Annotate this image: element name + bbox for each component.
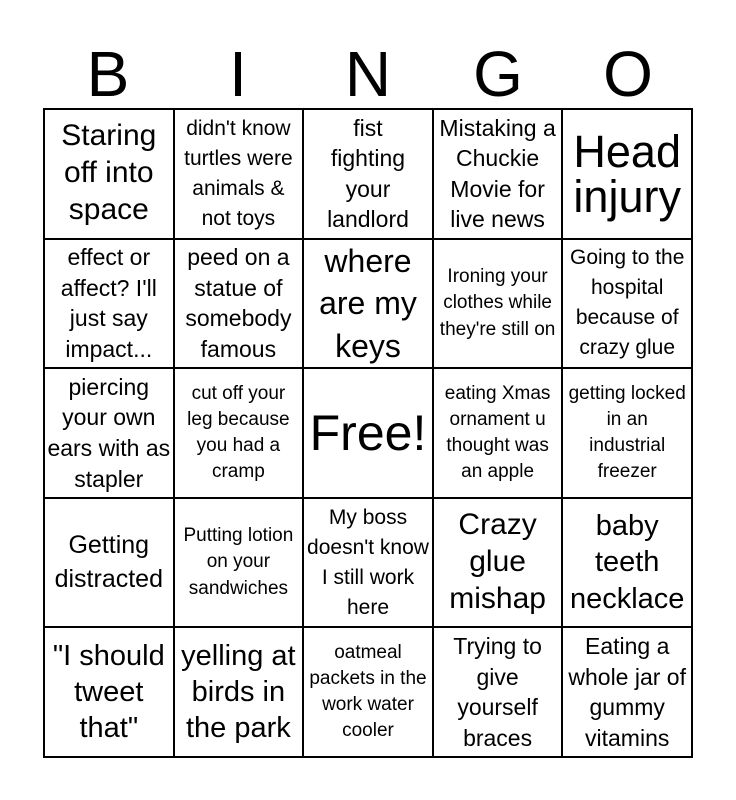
bingo-square[interactable] xyxy=(174,109,304,239)
bingo-square[interactable] xyxy=(44,627,174,757)
square-text: cut off your leg because you had a cramp xyxy=(187,382,290,483)
square-text: Putting lotion on your sandwiches xyxy=(183,525,294,599)
square-text: Trying to give yourself braces xyxy=(453,633,542,751)
square-text: Head injury xyxy=(573,125,681,222)
square-text: getting locked in an industrial freezer xyxy=(568,382,686,483)
square-text: Mistaking a Chuckie Movie for live news xyxy=(439,114,556,233)
square-text: "I should tweet that" xyxy=(52,639,165,745)
bingo-square[interactable] xyxy=(44,239,174,369)
bingo-square[interactable] xyxy=(303,239,433,369)
square-text: eating Xmas ornament u thought was an apple xyxy=(444,382,551,483)
bingo-square[interactable] xyxy=(303,627,433,757)
square-text: yelling at birds in the park xyxy=(181,639,296,745)
square-text: baby teeth necklace xyxy=(569,510,685,615)
square-text: fist fighting your landlord xyxy=(327,114,409,233)
bingo-square[interactable] xyxy=(433,239,563,369)
bingo-square[interactable] xyxy=(44,368,174,498)
square-text: Ironing your clothes while they're still on xyxy=(439,266,556,340)
square-text: My boss doesn't know I still work here xyxy=(307,505,429,619)
bingo-square[interactable] xyxy=(433,368,563,498)
bingo-square free-space[interactable] xyxy=(303,368,433,498)
square-text: where are my keys xyxy=(319,243,417,364)
bingo-square[interactable] xyxy=(562,368,692,498)
bingo-square[interactable] xyxy=(44,498,174,628)
bingo-square[interactable] xyxy=(433,627,563,757)
bingo-square[interactable] xyxy=(174,627,304,757)
square-text: Going to the hospital because of crazy glue xyxy=(569,246,685,360)
free-space-text: Free! xyxy=(309,404,427,461)
header-letter-n: N xyxy=(344,38,392,110)
bingo-square[interactable] xyxy=(174,239,304,369)
square-text: Staring off into space xyxy=(61,119,157,227)
header-letter-i: I xyxy=(229,38,247,110)
square-text: oatmeal packets in the work water cooler xyxy=(309,641,427,742)
bingo-header xyxy=(43,40,693,108)
header-letter-b: B xyxy=(86,38,130,110)
bingo-square[interactable] xyxy=(303,498,433,628)
square-text: Eating a whole jar of gummy vitamins xyxy=(568,633,686,751)
square-text: Crazy glue mishap xyxy=(449,508,546,616)
bingo-card xyxy=(43,108,693,758)
bingo-square[interactable] xyxy=(174,368,304,498)
bingo-square[interactable] xyxy=(433,498,563,628)
bingo-square[interactable] xyxy=(433,109,563,239)
square-text: didn't know turtles were animals & not toys xyxy=(184,116,293,230)
bingo-square[interactable] xyxy=(562,627,692,757)
header-letter-g: G xyxy=(473,38,523,110)
header-letter-o: O xyxy=(603,38,653,110)
bingo-square[interactable] xyxy=(562,239,692,369)
bingo-square[interactable] xyxy=(44,109,174,239)
square-text: Getting distracted xyxy=(54,531,163,593)
square-text: peed on a statue of somebody famous xyxy=(185,244,292,362)
bingo-square[interactable] xyxy=(303,109,433,239)
square-text: effect or affect? I'll just say impact... xyxy=(60,244,157,362)
square-text: piercing your own ears with as stapler xyxy=(47,373,171,492)
bingo-square[interactable] xyxy=(562,498,692,628)
bingo-square[interactable] xyxy=(174,498,304,628)
bingo-square[interactable] xyxy=(562,109,692,239)
